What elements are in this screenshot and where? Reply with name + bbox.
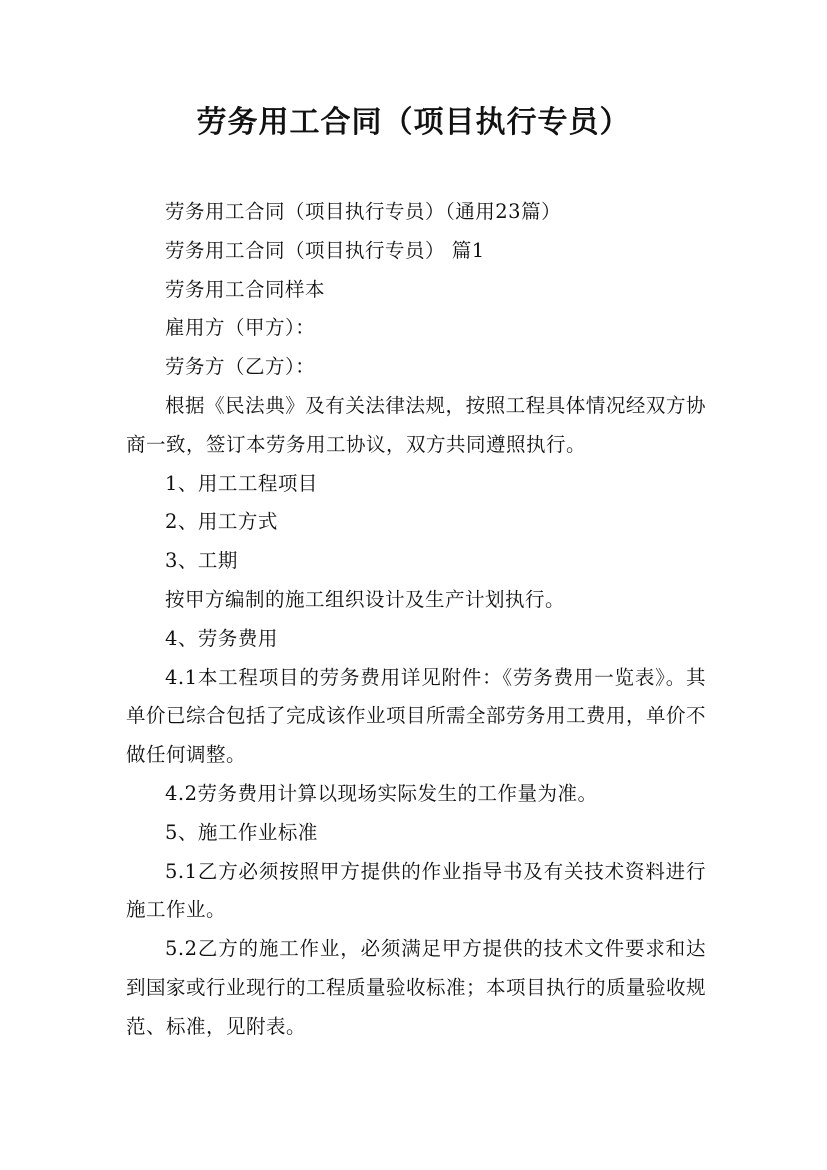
paragraph-party-b: 劳务方（乙方）： xyxy=(165,355,316,379)
paragraph-collection-heading: 劳务用工合同（项目执行专员）（通用23篇） xyxy=(165,200,562,223)
clause-5-1: 5.1乙方必须按照甲方提供的作业指导书及有关技术资料进行施工作业。 xyxy=(126,859,706,922)
clause-4-1: 4.1本工程项目的劳务费用详见附件：《劳务费用一览表》。其单价已综合包括了完成该作业项目所需全部劳务用工费用，单价不做任何调整。 xyxy=(126,665,707,767)
paragraph-sample-label: 劳务用工合同样本 xyxy=(165,277,326,301)
paragraph-preamble: 根据《民法典》及有关法律法规，按照工程具体情况经双方协商一致，签订本劳务用工协议，双方共同遵照执行。 xyxy=(126,393,706,456)
section-heading-5: 5、施工作业标准 xyxy=(165,820,318,844)
paragraph-party-a: 雇用方（甲方）： xyxy=(165,316,316,340)
section-heading-2: 2、用工方式 xyxy=(165,510,278,534)
section-heading-3: 3、工期 xyxy=(165,549,238,573)
paragraph-schedule: 按甲方编制的施工组织设计及生产计划执行。 xyxy=(165,587,566,611)
clause-4-2: 4.2劳务费用计算以现场实际发生的工作量为准。 xyxy=(165,781,598,805)
paragraph-article-heading: 劳务用工合同（项目执行专员） 篇1 xyxy=(165,238,485,262)
clause-5-2: 5.2乙方的施工作业，必须满足甲方提供的技术文件要求和达到国家或行业现行的工程质量验收标准；本项目执行的质量验收规范、标准，见附表。 xyxy=(126,937,707,1038)
document-title: 劳务用工合同（项目执行专员） xyxy=(196,105,631,140)
section-heading-1: 1、用工工程项目 xyxy=(165,471,318,495)
document-body xyxy=(126,193,706,1047)
section-heading-4: 4、劳务费用 xyxy=(165,626,278,650)
